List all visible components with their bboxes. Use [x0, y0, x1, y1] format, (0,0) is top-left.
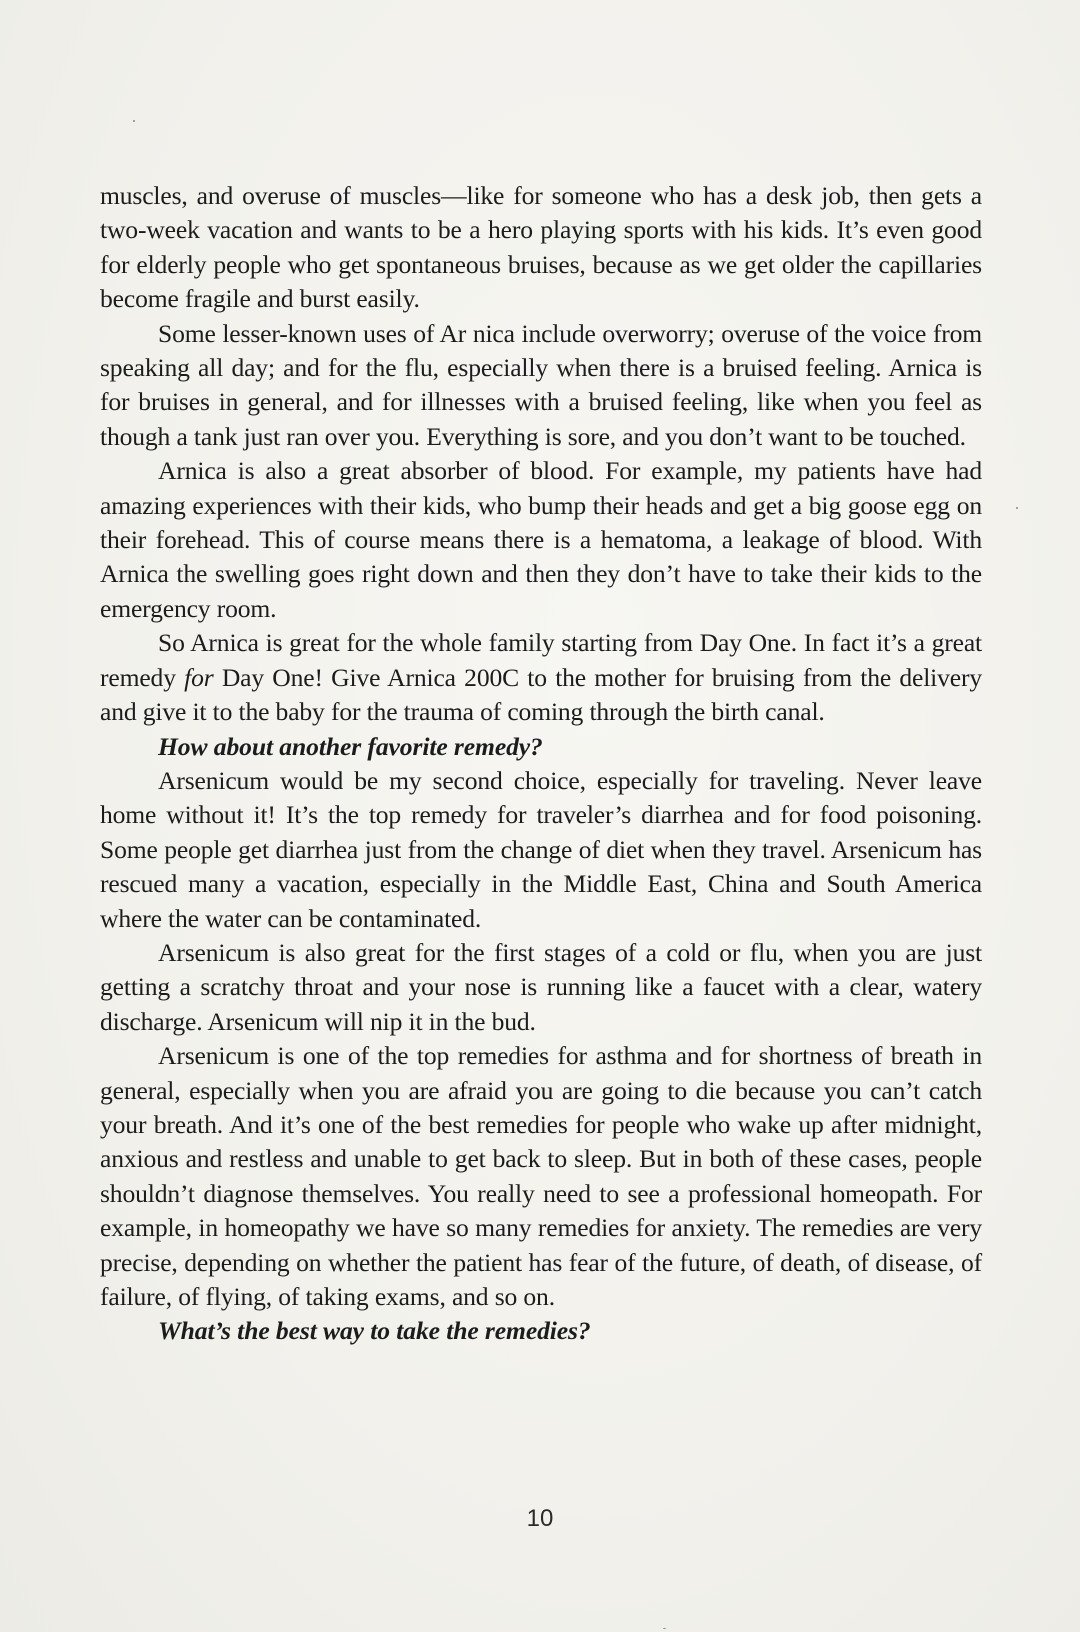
paragraph-arsenicum-cold-flu: Arsenicum is also great for the first stages of a cold or flu, when you are just getting a scratchy throat and your nose is running like a faucet with a clear, watery discharge. Arsenicum will nip it in the bud.	[100, 937, 982, 1036]
paragraph-arnica-lesser-known-uses: Some lesser-known uses of Ar nica include overworry; overuse of the voice from speaking all day; and for the flu, especially when there is a bruised feeling. Arnica is for bruises in general, and for illnesses with a bruised feeling, like when you feel as though a tank just ran over you. Everything is sore, and you don’t want to be touched.	[100, 318, 982, 451]
paragraph-arnica-whole-family-part1: So Arnica is great for the whole family starting from Day One. In fact it’s a great remedy	[100, 628, 982, 692]
paper-speck	[663, 1628, 666, 1629]
paragraph-muscles-continuation: muscles, and overuse of muscles—like for someone who has a desk job, then gets a two-week vacation and wants to be a hero playing sports with his kids. It’s even good for elderly people who get spontaneous bruises, because as we get older the capillaries become fragile and burst easily.	[100, 181, 982, 314]
page-body-text	[100, 179, 982, 1349]
paper-speck	[1016, 507, 1018, 509]
page-number: 10	[526, 1505, 554, 1532]
paragraph-arnica-whole-family-part2: Day One! Give Arnica 200C to the mother for bruising from the delivery and give it to the baby for the trauma of coming through the birth canal.	[100, 662, 982, 727]
interview-question-take-remedies: What’s the best way to take the remedies?	[158, 1316, 591, 1346]
italic-emphasis-for: for	[184, 662, 214, 692]
paper-speck	[133, 120, 135, 122]
paragraph-arnica-whole-family	[100, 626, 982, 729]
paragraph-arnica-absorber-of-blood: Arnica is also a great absorber of blood. For example, my patients have had amazing experiences with their kids, who bump their heads and get a big goose egg on their forehead. This of course means there is a hematoma, a leakage of blood. With Arnica the swelling goes right down and then they don’t have to take their kids to the emergency room.	[100, 456, 982, 623]
paragraph-arsenicum-asthma: Arsenicum is one of the top remedies for asthma and for shortness of breath in general, especially when you are afraid you are going to die because you can’t catch your breath. And it’s one of the best remedies for people who wake up after midnight, anxious and restless and unable to get back to sleep. But in both of these cases, people shouldn’t diagnose themselves. You really need to see a professional homeopath. For example, in homeopathy we have so many remedies for anxiety. The remedies are very precise, depending on whether the patient has fear of the future, of death, of disease, of failure, of flying, of taking exams, and so on.	[100, 1041, 982, 1311]
interview-question-favorite-remedy: How about another favorite remedy?	[158, 731, 543, 761]
paragraph-arsenicum-traveling: Arsenicum would be my second choice, especially for traveling. Never leave home without it! It’s the top remedy for traveler’s diarrhea and for food poisoning. Some people get diarrhea just from the change of diet when they travel. Arsenicum has rescued many a vacation, especially in the Middle East, China and South America where the water can be contaminated.	[100, 765, 982, 933]
